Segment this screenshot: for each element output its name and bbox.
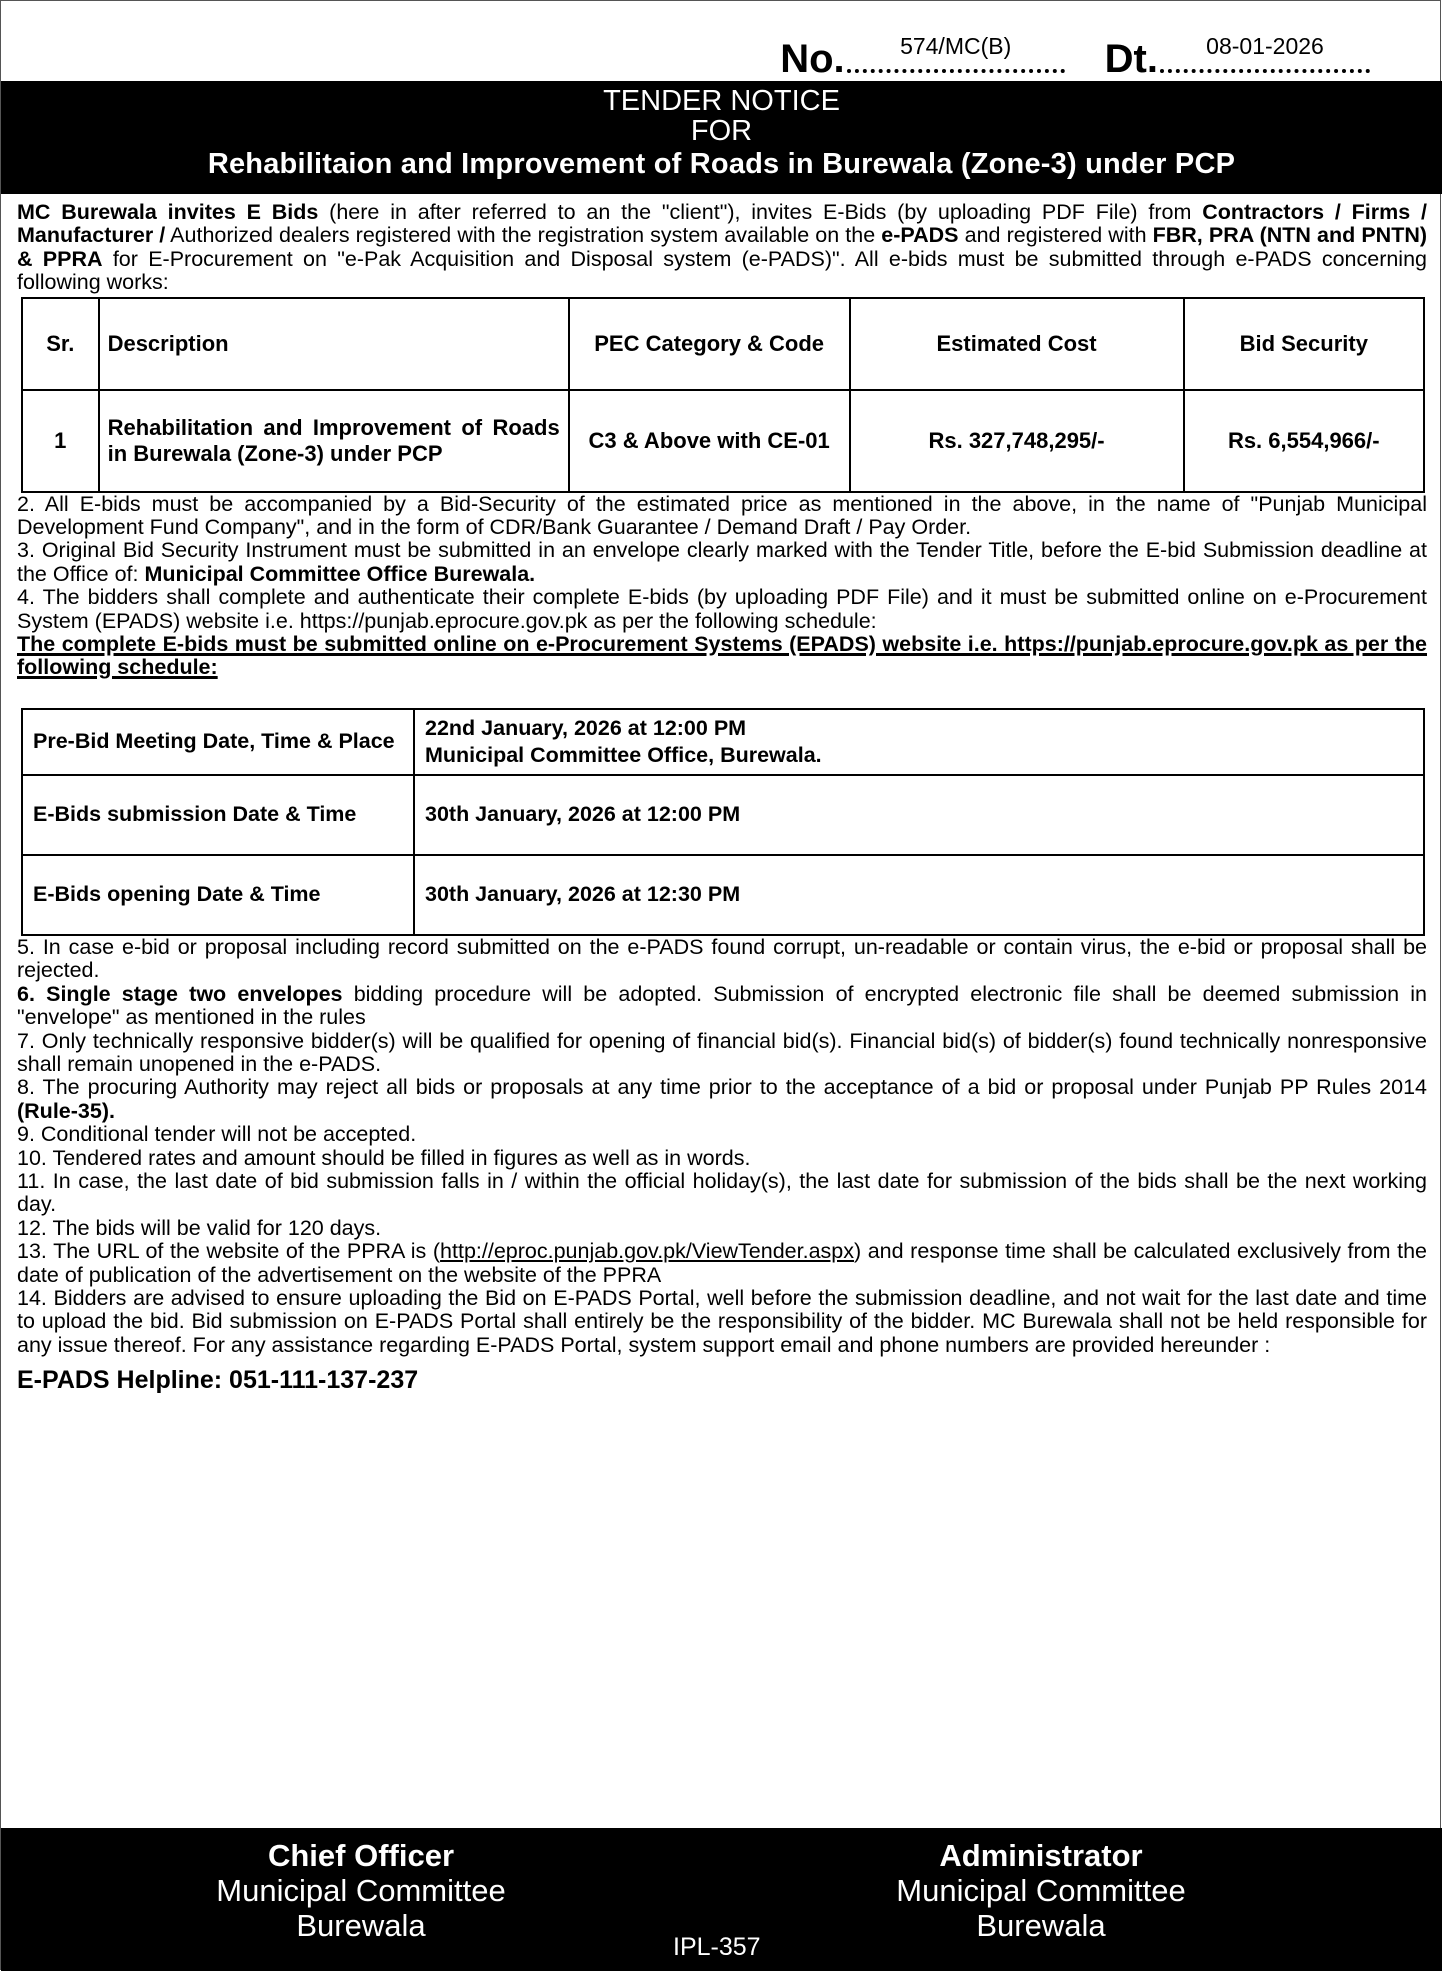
clause-7: 7. Only technically responsive bidder(s) will be qualified for opening of financial bid(s). Financial bid(s) of bidder(s) found technically nonresponsive shall remain unopened in the e-PADS. [17,1028,1427,1076]
chief-officer-title: Chief Officer [267,1838,455,1873]
cell-pec: C3 & Above with CE-01 [569,390,850,492]
ppra-url-link[interactable]: http://eproc.punjab.gov.pk/ViewTender.aspx [440,1239,854,1264]
table-row [22,775,1424,855]
table-row [22,855,1424,935]
table-row [22,709,1424,775]
clause-14: 14. Bidders are advised to ensure uploading the Bid on E-PADS Portal, well before the submission deadline, and not wait for the last date and time to upload the bid. Bid submission on E-PADS Portal shall entirely be the responsibility of the bidder. MC Burewala shall not be held responsible for any issue thereof. For any assistance regarding E-PADS Portal, system support email and phone numbers are provided hereunder : [17,1285,1427,1357]
cell-sr: 1 [22,390,99,492]
clause-3-text: 3. Original Bid Security Instrument must be submitted in an envelope clearly marked with the Tender Title, before the E-bid Submission deadline at the Office of: [17,538,1427,586]
signature-administrator [831,1838,1251,1943]
reference-date-value: 08-01-2026 [1206,33,1324,59]
reference-date-label: Dt. [1104,37,1158,81]
header-estimated-cost: Estimated Cost [850,298,1184,390]
schedule-value-line1: 22nd January, 2026 at 12:00 PM [425,715,747,740]
intro-text-3: and registered with [958,223,1153,248]
intro-bold-1: MC Burewala invites E Bids [17,200,319,224]
schedule-value [414,709,1424,775]
clause-3-office: Municipal Committee Office Burewala. [144,561,536,586]
header-description: Description [99,298,569,390]
signature-footer [1,1828,1442,1971]
intro-paragraph [17,201,1427,295]
administrator-city: Burewala [976,1908,1106,1943]
intro-bold-2: Contractors / Firms / Manufacturer / [17,200,1428,248]
clause-12: 12. The bids will be valid for 120 days. [17,1215,382,1240]
intro-bold-3: e-PADS [881,223,959,248]
schedule-label: Pre-Bid Meeting Date, Time & Place [22,709,414,775]
clause-11: 11. In case, the last date of bid submission falls in / within the official holiday(s), the last date for submission of the bids shall be the next working day. [17,1168,1427,1217]
clause-6-bold: 6. Single stage two envelopes [17,981,343,1006]
reference-no-field [847,35,1065,73]
banner-subject: Rehabilitaion and Improvement of Roads in Burewala (Zone-3) under PCP [207,148,1236,180]
schedule-label: E-Bids submission Date & Time [22,775,414,855]
cell-bid-security: Rs. 6,554,966/- [1184,390,1424,492]
clause-6 [17,983,1427,1030]
banner-for: FOR [690,115,753,147]
clause-6-text: bidding procedure will be adopted. Submission of encrypted electronic file shall be deemed submission in "envelope" as mentioned in the rules [17,981,1427,1030]
cell-description: Rehabilitation and Improvement of Roads in Burewala (Zone-3) under PCP [99,390,569,492]
reference-no-label: No. [780,37,845,81]
schedule-value: 30th January, 2026 at 12:00 PM [414,775,1424,855]
ipl-code: IPL-357 [673,1933,761,1961]
clause-2: 2. All E-bids must be accompanied by a Bid-Security of the estimated price as mentioned in the above, in the name of "Punjab Municipal Development Fund Company", and in the form of CDR/Bank Guarantee / Demand Draft / Pay Order. [17,491,1427,540]
chief-officer-org: Municipal Committee [216,1873,506,1908]
clause-4-emphasis: The complete E-bids must be submitted online on e-Procurement Systems (EPADS) website i.e. https://punjab.eprocure.gov.pk as per the following schedule: [17,632,1427,680]
intro-bold-4: FBR, PRA (NTN and PNTN) & PPRA [17,223,1428,271]
clause-13 [17,1240,1427,1287]
intro-text-2: Authorized dealers registered with the registration system available on the [165,223,882,248]
notice-body [17,201,1427,1393]
schedule-table [21,708,1425,936]
banner-title: TENDER NOTICE [603,85,840,117]
works-table [21,297,1425,493]
clause-13-text-2: ) and response time shall be calculated exclusively from the date of publication of the advertisement on the website of the PPRA [17,1239,1428,1287]
clause-5: 5. In case e-bid or proposal including record submitted on the e-PADS found corrupt, un-readable or contain virus, the e-bid or proposal shall be rejected. [17,934,1427,983]
clause-3 [17,539,1427,586]
administrator-title: Administrator [939,1838,1143,1873]
intro-text-1: (here in after referred to an the "client"), invites E-Bids (by uploading PDF File) from [318,200,1203,224]
clause-4: 4. The bidders shall complete and authenticate their complete E-bids (by uploading PDF File) and it must be submitted online on e-Procurement System (EPADS) website i.e. https://punjab.eprocure.gov.pk as per the following schedule: [17,585,1427,633]
header-pec: PEC Category & Code [569,298,850,390]
cell-estimated-cost: Rs. 327,748,295/- [850,390,1184,492]
works-table-header [22,298,1424,390]
schedule-label: E-Bids opening Date & Time [22,855,414,935]
table-row [22,390,1424,492]
reference-line [780,19,1370,79]
clause-9: 9. Conditional tender will not be accepted. [17,1122,417,1147]
reference-no-value: 574/MC(B) [900,33,1012,59]
schedule-value: 30th January, 2026 at 12:30 PM [414,855,1424,935]
clause-8-rule: (Rule-35). [17,1098,115,1123]
clause-10: 10. Tendered rates and amount should be filled in figures as well as in words. [17,1145,751,1170]
signature-chief-officer [151,1838,571,1943]
clause-8 [17,1076,1427,1123]
administrator-org: Municipal Committee [896,1873,1186,1908]
intro-text-4: for E-Procurement on "e-Pak Acquisition and Disposal system (e-PADS)". All e-bids must be submitted through e-PADS concerning following works: [17,246,1427,295]
header-bid-security: Bid Security [1184,298,1424,390]
clause-13-text-1: 13. The URL of the website of the PPRA is ( [17,1239,441,1264]
chief-officer-city: Burewala [296,1908,426,1943]
schedule-value-line2: Municipal Committee Office, Burewala. [425,742,822,767]
clause-8-text: 8. The procuring Authority may reject all bids or proposals at any time prior to the acceptance of a bid or proposal under Punjab PP Rules 2014 [17,1075,1427,1100]
header-sr: Sr. [22,298,99,390]
title-banner [1,81,1442,194]
epads-helpline: E-PADS Helpline: 051-111-137-237 [17,1366,419,1395]
reference-date-field [1160,35,1370,73]
